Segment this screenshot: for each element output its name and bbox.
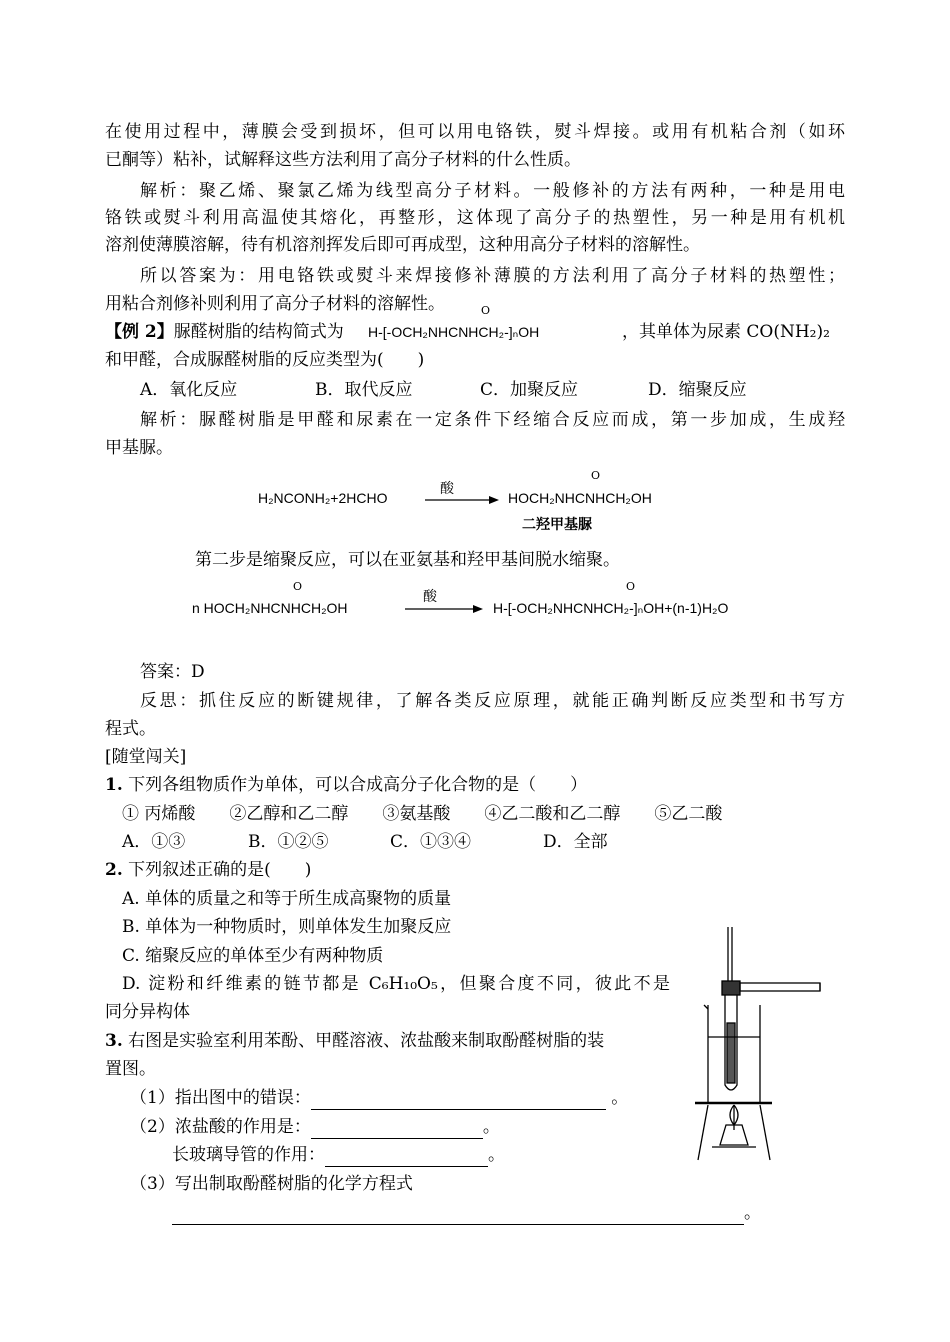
example-text: 脲醛树脂的结构简式为 xyxy=(173,322,344,342)
answer-blank[interactable] xyxy=(325,1148,488,1167)
text-line: 解析：聚乙烯、聚氯乙烯为线型高分子材料。一般修补的方法有两种，一种是用电 xyxy=(140,181,845,201)
subquestion-1 xyxy=(130,1086,628,1110)
apparatus-illustration xyxy=(690,925,830,1165)
text-line: 和甲醛，合成脲醛树脂的反应类型为( ) xyxy=(105,350,425,370)
question-2 xyxy=(105,858,311,882)
question-number: 1. xyxy=(105,775,123,795)
subquestion-2b xyxy=(172,1143,505,1167)
text-line: 溶剂使薄膜溶解，待有机溶剂挥发后即可再成型，这种用高分子材料的溶解性。 xyxy=(105,235,700,255)
section-heading: [随堂闯关] xyxy=(105,747,187,767)
text-line: 反思：抓住反应的断键规律，了解各类反应原理，就能正确判断反应类型和书写方 xyxy=(140,691,845,711)
answer-blank[interactable] xyxy=(311,1120,483,1139)
question-number: 2. xyxy=(105,860,123,880)
option-d: D．缩聚反应 xyxy=(648,380,747,400)
text-line: 程式。 xyxy=(105,719,156,739)
text-line: 所以答案为：用电铬铁或熨斗来焊接修补薄膜的方法利用了高分子材料的热塑性； xyxy=(140,266,845,286)
option-c: C．①③④ xyxy=(390,832,472,852)
subquestion-label: 长玻璃导管的作用： xyxy=(172,1145,325,1165)
option-b: B. 单体为一种物质时，则单体发生加聚反应 xyxy=(122,917,452,937)
reaction1-arrow xyxy=(425,494,500,506)
option-a: A．氧化反应 xyxy=(140,380,238,400)
text-line: 甲基脲。 xyxy=(105,438,173,458)
reaction1-left: H₂NCONH₂+2HCHO xyxy=(258,490,388,506)
reaction1-right: HOCH₂NHCNHCH₂OH xyxy=(508,490,652,506)
question-text: 下列叙述正确的是( ) xyxy=(128,860,312,880)
option-c: C．加聚反应 xyxy=(480,380,579,400)
example-text: ，其单体为尿素 CO(NH₂)₂ xyxy=(622,322,830,342)
period: 。 xyxy=(744,1203,761,1223)
option-d-cont: 同分异构体 xyxy=(105,1002,190,1022)
carbonyl-oxygen: O xyxy=(591,469,601,482)
period: 。 xyxy=(611,1088,629,1108)
period: 。 xyxy=(482,1117,500,1137)
question-3 xyxy=(105,1029,670,1053)
question-1 xyxy=(105,773,587,797)
carbonyl-oxygen: O xyxy=(481,304,491,317)
reaction2-right: H-[-OCH₂NHCNHCH₂-]ₙOH+(n-1)H₂O xyxy=(493,600,729,616)
option-d: D. 淀粉和纤维素的链节都是 C₆H₁₀O₅，但聚合度不同，彼此不是 xyxy=(122,974,670,994)
subquestion-3: （3）写出制取酚醛树脂的化学方程式 xyxy=(130,1174,413,1194)
question-text: 下列各组物质作为单体，可以合成高分子化合物的是（ ） xyxy=(128,775,588,795)
option-b: B．取代反应 xyxy=(315,380,413,400)
text-line: 置图。 xyxy=(105,1059,156,1079)
subquestion-2 xyxy=(130,1115,500,1139)
option-a: A．①③ xyxy=(122,832,186,852)
answer-blank[interactable] xyxy=(172,1206,744,1225)
option-b: B．①②⑤ xyxy=(248,832,329,852)
reaction2-catalyst: 酸 xyxy=(423,588,437,604)
reaction2-arrow xyxy=(405,603,485,615)
subquestion-3-answer xyxy=(172,1201,761,1225)
text-line: 用粘合剂修补则利用了高分子材料的溶解性。 xyxy=(105,294,445,314)
reaction1-catalyst: 酸 xyxy=(440,480,454,496)
reaction1-product-name: 二羟甲基脲 xyxy=(522,516,592,532)
option-d: D．全部 xyxy=(543,832,608,852)
option-c: C. 缩聚反应的单体至少有两种物质 xyxy=(122,946,384,966)
example-label: 【例 2】 xyxy=(105,322,174,342)
period: 。 xyxy=(488,1145,505,1165)
example-heading xyxy=(105,320,344,344)
question-text: 右图是实验室利用苯酚、甲醛溶液、浓盐酸来制取酚醛树脂的装 xyxy=(128,1031,605,1051)
reaction2-left: n HOCH₂NHCNHCH₂OH xyxy=(192,600,348,616)
subquestion-label: （2）浓盐酸的作用是： xyxy=(130,1117,311,1137)
text-line: 第二步是缩聚反应，可以在亚氨基和羟甲基间脱水缩聚。 xyxy=(195,550,620,570)
text-line: 已酮等）粘补，试解释这些方法利用了高分子材料的什么性质。 xyxy=(105,150,581,170)
carbonyl-oxygen: O xyxy=(626,580,636,593)
text-line: 铬铁或熨斗利用高温使其熔化，再整形，这体现了高分子的热塑性，另一种是用有机机 xyxy=(105,208,845,228)
answer-blank[interactable] xyxy=(311,1091,606,1110)
option-a: A. 单体的质量之和等于所生成高聚物的质量 xyxy=(122,889,452,909)
subquestion-label: （1）指出图中的错误： xyxy=(130,1088,311,1108)
text-line: 解析：脲醛树脂是甲醛和尿素在一定条件下经缩合反应而成，第一步加成，生成羟 xyxy=(140,410,845,430)
question-items: ① 丙烯酸 ②乙醇和乙二醇 ③氨基酸 ④乙二酸和乙二醇 ⑤乙二酸 xyxy=(122,804,723,824)
urea-resin-formula: H-[-OCH₂NHCNHCH₂-]ₙOH xyxy=(368,324,540,340)
answer: 答案：D xyxy=(140,662,205,682)
question-number: 3. xyxy=(105,1031,123,1051)
carbonyl-oxygen: O xyxy=(293,580,303,593)
text-line: 在使用过程中，薄膜会受到损坏，但可以用电铬铁，熨斗焊接。或用有机粘合剂（如环 xyxy=(105,122,845,142)
